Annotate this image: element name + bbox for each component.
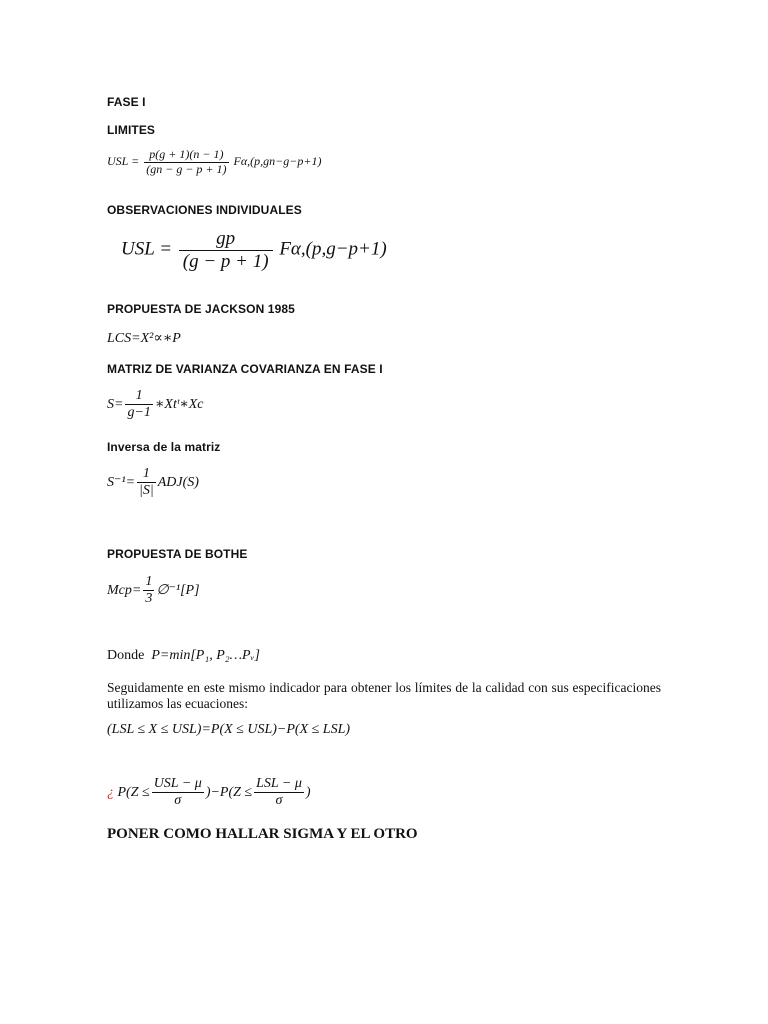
equation-inverse: S⁻¹= $\frac{1}{|S|}$ ADJ(S) bbox=[107, 466, 199, 499]
heading-jackson: PROPUESTA DE JACKSON 1985 bbox=[107, 302, 295, 316]
equation-lsl-usl: (LSL ≤ X ≤ USL)=P(X ≤ USL)−P(X ≤ LSL) bbox=[107, 722, 351, 737]
heading-limites: LIMITES bbox=[107, 123, 156, 137]
equation-usl-individuales: USL = $\frac{gp}{(g - p + 1)}$ Fα,(p,g−p+1) bbox=[121, 228, 387, 272]
equation-covariance: S= $\frac{1}{g-1}$ ∗Xtᵗ∗Xc bbox=[107, 388, 204, 421]
equation-lcs: LCS=X²∝∗P bbox=[107, 331, 181, 346]
heading-observaciones: OBSERVACIONES INDIVIDUALES bbox=[107, 203, 302, 217]
heading-inversa: Inversa de la matriz bbox=[107, 440, 221, 454]
equation-usl-limites: USL = $\frac{p(g + 1)(n - 1)}{(gn - g - p + 1)}$ Fα,(p,gn−g−p+1) bbox=[107, 147, 322, 176]
equation-z-probability: ¿ P(Z ≤ $\frac{\text{USL − μ}}{\sigma}$ )−P(Z ≤ $\frac{\text{LSL − μ}}{\sigma}$ ) bbox=[107, 776, 311, 809]
heading-fase: FASE I bbox=[107, 95, 146, 109]
heading-matriz: MATRIZ DE VARIANZA COVARIANZA EN FASE I bbox=[107, 362, 383, 376]
equation-donde: Donde P=min[P₁, P₂…Pᵥ] bbox=[107, 648, 260, 663]
heading-bothe: PROPUESTA DE BOTHE bbox=[107, 547, 248, 561]
final-note: PONER COMO HALLAR SIGMA Y EL OTRO bbox=[107, 826, 418, 842]
equation-mcp: Mcp= $\frac{1}{3}$ ∅⁻¹[P] bbox=[107, 574, 200, 607]
body-paragraph: Seguidamente en este mismo indicador para obtener los límites de la calidad con sus especificaciones utilizamos las ecuaciones: bbox=[107, 680, 661, 711]
